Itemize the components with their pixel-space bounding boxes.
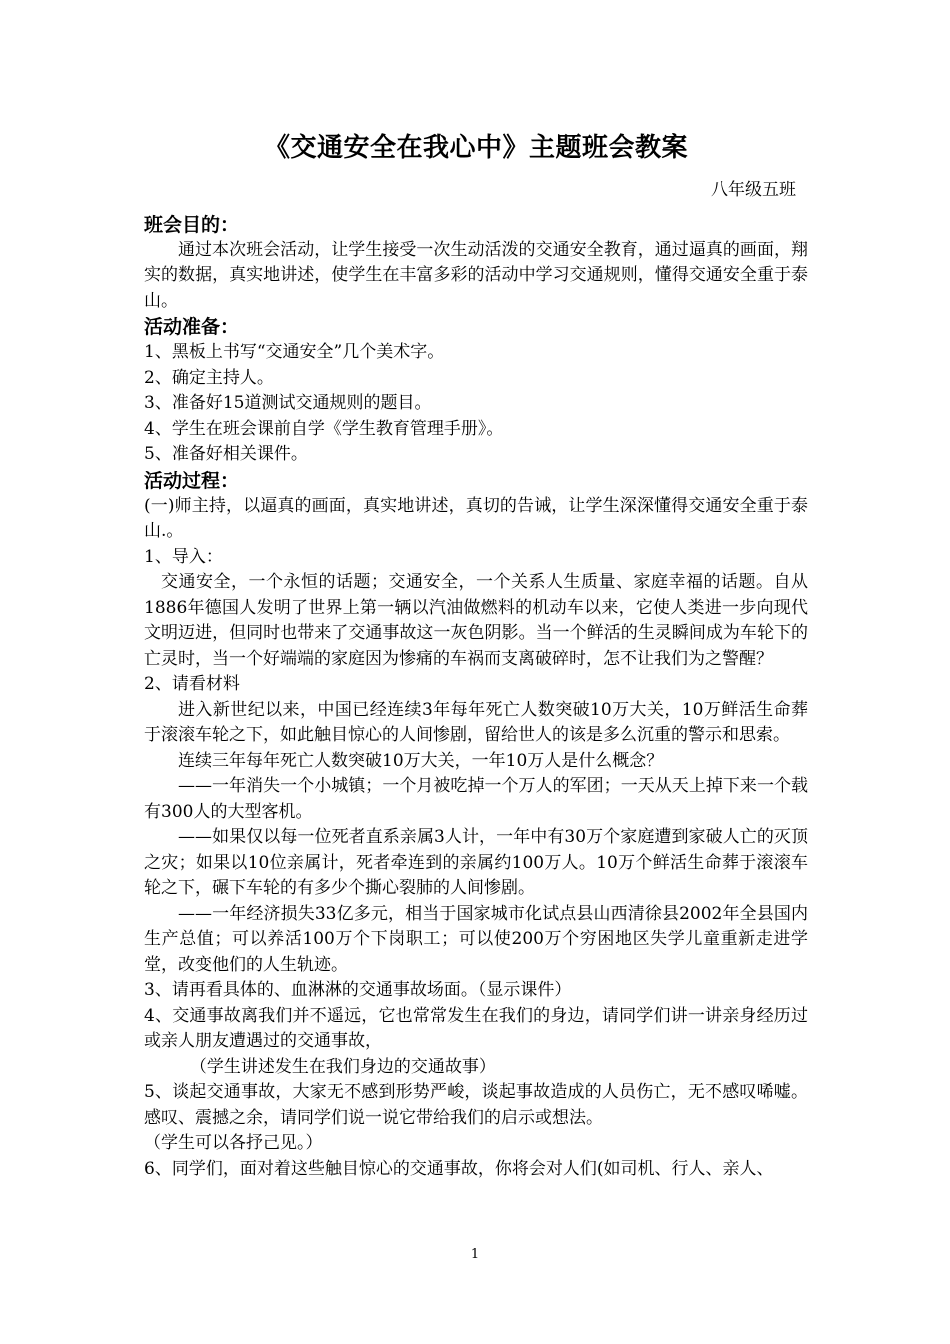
step6-text: 6、同学们，面对着这些触目惊心的交通事故，你将会对人们(如司机、行人、亲人、 bbox=[144, 1158, 774, 1179]
purpose-text: 通过本次班会活动，让学生接受一次生动活泼的交通安全教育，通过逼真的画面，翔实的数据，真实地讲述，使学生在丰富多彩的活动中学习交通规则，懂得交通安全重于泰山。 bbox=[144, 239, 808, 311]
class-label: 八年级五班 bbox=[711, 180, 796, 200]
heading-process: 活动过程： bbox=[144, 469, 240, 492]
step2-paragraph: ——如果仅以每一位死者直系亲属3人计，一年中有30万个家庭遭到家破人亡的灭顶之灾；如果以10位亲属计，死者牵连到的亲属约100万人。10万个鲜活生命葬于滚滚车轮之下，碾下车轮的有多少个撕心裂肺的人间惨剧。 bbox=[144, 827, 808, 898]
step2-paragraph: ——一年消失一个小城镇；一个月被吃掉一个万人的军团；一天从天上掉下来一个载有300人的大型客机。 bbox=[144, 776, 808, 822]
step2-paragraph: 进入新世纪以来，中国已经连续3年每年死亡人数突破10万大关，10万鲜活生命葬于滚滚车轮之下，如此触目惊心的人间惨剧，留给世人的该是多么沉重的警示和思索。 bbox=[144, 699, 808, 745]
process-intro: (一)师主持，以逼真的画面，真实地讲述，真切的告诫，让学生深深懂得交通安全重于泰山.。 bbox=[144, 495, 808, 541]
page-number: 1 bbox=[470, 1247, 480, 1262]
step5-text: 5、谈起交通事故，大家无不感到形势严峻，谈起事故造成的人员伤亡，无不感叹唏嘘。感叹、震撼之余，请同学们说一说它带给我们的启示或想法。 bbox=[144, 1082, 808, 1128]
step3-text: 3、请再看具体的、血淋淋的交通事故场面。（显示课件） bbox=[144, 980, 572, 1000]
prep-item: 4、学生在班会课前自学《学生教育管理手册》。 bbox=[144, 418, 504, 439]
step1-text: 交通安全，一个永恒的话题；交通安全，一个关系人生质量、家庭幸福的话题。自从1886年德国人发明了世界上第一辆以汽油做燃料的机动车以来，它使人类进一步向现代文明迈进，但同时也带来了交通事故这一灰色阴影。当一个鲜活的生灵瞬间成为车轮下的亡灵时，当一个好端端的家庭因为惨痛的车祸而支离破碎时，怎不让我们为之警醒？ bbox=[144, 572, 808, 669]
step2-title: 2、请看材料 bbox=[144, 674, 240, 694]
step2-paragraph: 连续三年每年死亡人数突破10万大关，一年10万人是什么概念？ bbox=[178, 750, 664, 771]
heading-preparation: 活动准备： bbox=[144, 316, 240, 338]
prep-item: 3、准备好15道测试交通规则的题目。 bbox=[144, 393, 432, 413]
document-title: 《交通安全在我心中》主题班会教案 bbox=[263, 133, 688, 163]
prep-item: 1、黑板上书写“交通安全”几个美术字。 bbox=[144, 342, 445, 362]
prep-item: 2、确定主持人。 bbox=[144, 367, 274, 388]
prep-item: 5、准备好相关课件。 bbox=[144, 444, 308, 464]
step4-note: （学生讲述发生在我们身边的交通故事） bbox=[189, 1056, 496, 1077]
heading-purpose: 班会目的： bbox=[144, 213, 240, 236]
document-body bbox=[144, 128, 808, 1182]
step2-paragraph: ——一年经济损失33亿多元，相当于国家城市化试点县山西清徐县2002年全县国内生产总值；可以养活100万个下岗职工；可以使200万个穷困地区失学儿童重新走进学堂，改变他们的人生轨迹。 bbox=[144, 903, 808, 975]
step4-text: 4、交通事故离我们并不遥远，它也常常发生在我们的身边，请同学们讲一讲亲身经历过或亲人朋友遭遇过的交通事故， bbox=[144, 1005, 808, 1051]
step5-note: （学生可以各抒己见。） bbox=[144, 1133, 323, 1153]
step1-title: 1、导入： bbox=[144, 546, 223, 567]
